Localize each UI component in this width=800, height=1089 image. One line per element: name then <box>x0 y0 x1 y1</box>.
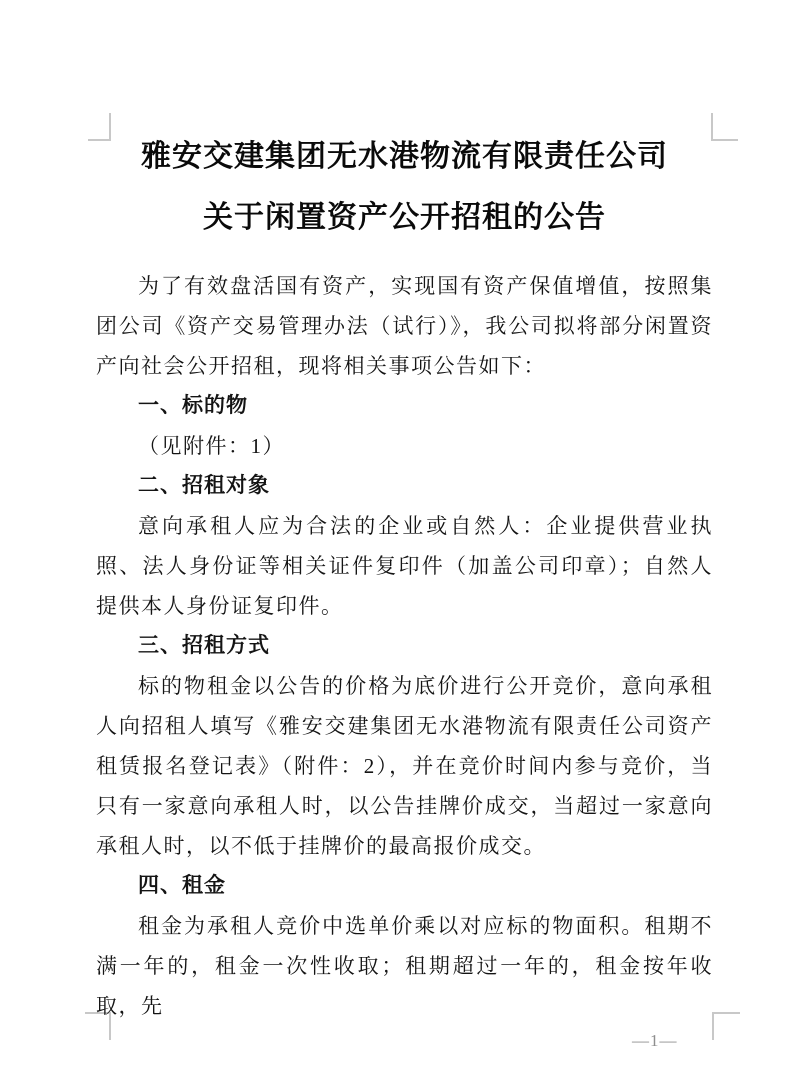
document-title <box>96 126 713 248</box>
section-heading-1: 一、标的物 <box>138 394 248 417</box>
document-title-line2: 关于闲置资产公开招租的公告 <box>203 201 606 234</box>
section-1-body: （见附件：1） <box>138 434 285 458</box>
intro-paragraph: 为了有效盘活国有资产，实现国有资产保值增值，按照集团公司《资产交易管理办法（试行）》，我公司拟将部分闲置资产向社会公开招租，现将相关事项公告如下： <box>96 274 713 378</box>
page-number: —1— <box>632 1031 678 1050</box>
section-3-body: 标的物租金以公告的价格为底价进行公开竞价，意向承租人向招租人填写《雅安交建集团无水港物流有限责任公司资产租赁报名登记表》（附件：2），并在竞价时间内参与竞价，当只有一家意向承租人时，以公告挂牌价成交，当超过一家意向承租人时，以不低于挂牌价的最高报价成交。 <box>96 674 713 858</box>
document-title-line1: 雅安交建集团无水港物流有限责任公司 <box>141 140 668 173</box>
section-heading-2: 二、招租对象 <box>138 474 270 497</box>
section-4-body: 租金为承租人竞价中选单价乘以对应标的物面积。租期不满一年的，租金一次性收取；租期超过一年的，租金按年收取，先 <box>96 914 713 1018</box>
section-heading-3: 三、招租方式 <box>138 634 270 657</box>
section-heading-4: 四、租金 <box>138 874 226 897</box>
document-body <box>96 126 713 1026</box>
crop-mark-bottom-right <box>712 1012 740 1040</box>
section-2-body: 意向承租人应为合法的企业或自然人：企业提供营业执照、法人身份证等相关证件复印件（加盖公司印章）；自然人提供本人身份证复印件。 <box>96 514 713 618</box>
crop-mark-top-right <box>711 113 738 141</box>
